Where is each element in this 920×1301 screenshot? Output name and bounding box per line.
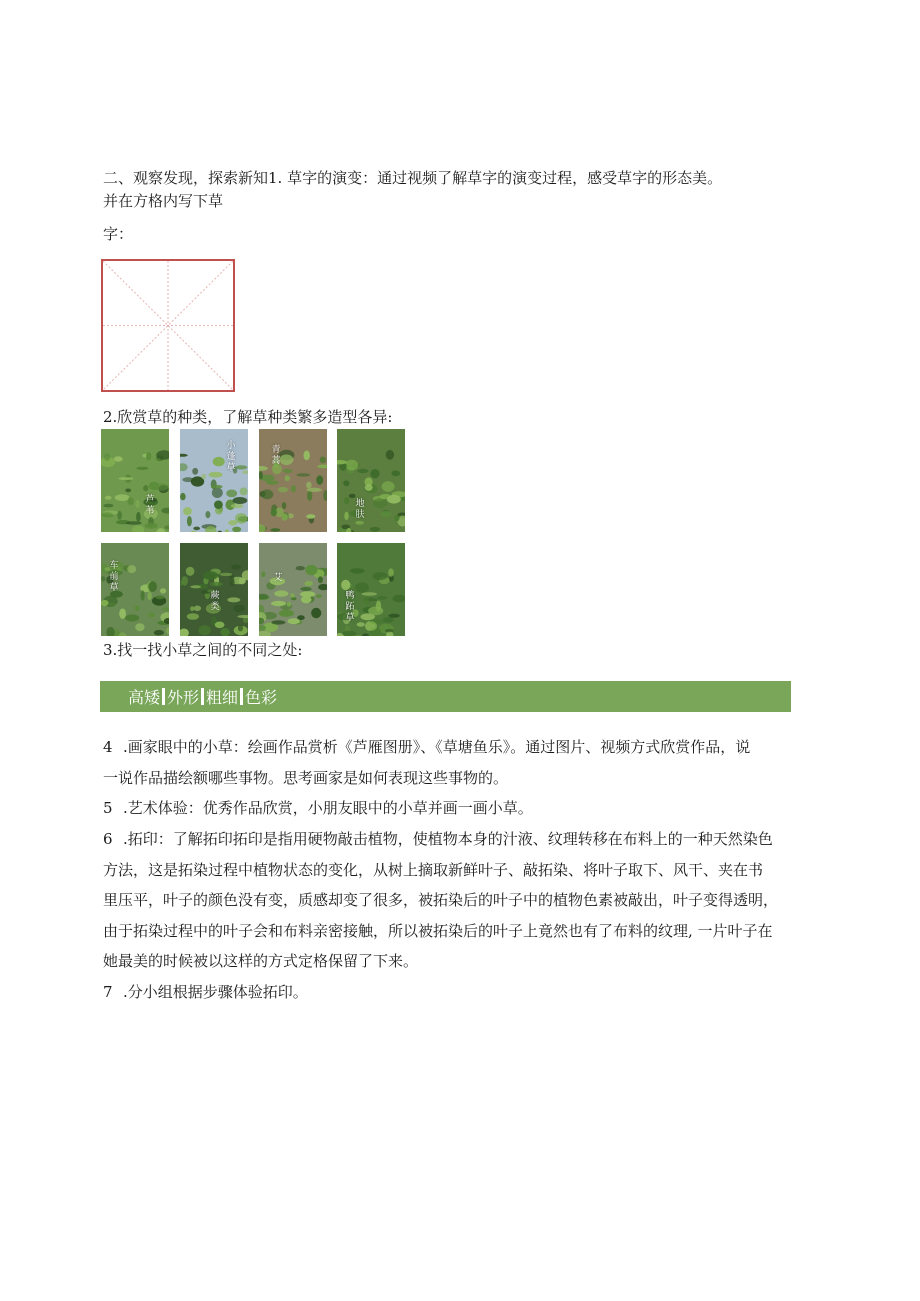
grass-name-label: 艾 <box>273 573 283 583</box>
item-text: .艺术体验：优秀作品欣赏，小朋友眼中的小草并画一画小草。 <box>123 799 533 817</box>
item-text: 里压平，叶子的颜色没有变，质感却变了很多，被拓染后的叶子中的植物色素被敲出，叶子变得透明， <box>103 891 779 909</box>
item-text: .分小组根据步骤体验拓印。 <box>123 983 308 1001</box>
grass-photo <box>101 429 169 532</box>
grass-name-label: 地肤 <box>355 499 365 520</box>
bar-separator <box>201 688 204 705</box>
list-item-6 <box>103 824 793 977</box>
grass-name-label: 蕨类 <box>210 591 220 612</box>
grass-name-label: 芦苇 <box>145 495 155 516</box>
grass-name-label: 鸭跖草 <box>345 591 355 623</box>
item-text: .画家眼中的小草：绘画作品赏析《芦雁图册》、《草塘鱼乐》。通过图片、视频方式欣赏作品，说 <box>123 738 751 756</box>
list-item-4 <box>103 732 793 793</box>
intro-text-line-2: 并在方格内写下草 <box>103 192 224 210</box>
bar-item: 色彩 <box>245 688 278 707</box>
list-item-7 <box>103 977 793 1008</box>
grass-photo <box>337 429 405 532</box>
grass-image <box>180 543 248 636</box>
grass-photo <box>337 543 405 636</box>
item-number: 6 <box>103 830 113 848</box>
grass-name-label: 车前草 <box>109 561 119 593</box>
grass-image <box>180 429 248 532</box>
bar-separator <box>240 688 243 705</box>
item-text: 由于拓染过程中的叶子会和布料亲密接触，所以被拓染后的叶子上竟然也有了布料的纹理, 一片叶子在 <box>103 921 773 940</box>
item-text: .拓印：了解拓印拓印是指用硬物敲击植物，使植物本身的汁液、纹理转移在布料上的一种天然染色 <box>123 830 773 848</box>
grass-name-label: 小蓬草 <box>226 441 236 473</box>
grass-photo <box>259 543 327 636</box>
bar-item: 粗细 <box>206 688 239 707</box>
grass-image <box>259 543 327 636</box>
item-text: 一说作品描绘额哪些事物。思考画家是如何表现这些事物的。 <box>103 768 509 787</box>
bar-item: 高矮 <box>128 688 161 707</box>
grass-image <box>337 429 405 532</box>
grass-photo <box>180 543 248 636</box>
section-2-title: 2.欣赏草的种类，了解草种类繁多造型各异: <box>103 408 393 426</box>
grass-image <box>101 429 169 532</box>
grass-photo <box>101 543 169 636</box>
grass-name-label: 青蒿 <box>271 445 281 466</box>
grass-photo <box>180 429 248 532</box>
item-number: 7 <box>103 983 113 1001</box>
grass-photo <box>259 429 327 532</box>
intro-text-line-1: 二、观察发现，探索新知1. 草字的演变：通过视频了解草字的演变过程，感受草字的形态美。 <box>103 169 723 187</box>
section-3-title: 3.找一找小草之间的不同之处: <box>103 641 303 659</box>
bar-separator <box>162 688 165 705</box>
intro-text-line-3: 字： <box>103 225 134 243</box>
differences-bar <box>100 681 791 712</box>
item-text: 方法，这是拓染过程中植物状态的变化，从树上摘取新鲜叶子、敲拓染、将叶子取下、风干、夹在书 <box>103 860 764 879</box>
item-number: 4 <box>103 738 113 756</box>
list-item-5 <box>103 793 793 824</box>
tianzige-practice-grid[interactable] <box>101 259 235 392</box>
item-text: 她最美的时候被以这样的方式定格保留了下来。 <box>103 952 419 970</box>
item-number: 5 <box>103 799 113 817</box>
grass-image <box>259 429 327 532</box>
bar-item: 外形 <box>167 688 200 707</box>
